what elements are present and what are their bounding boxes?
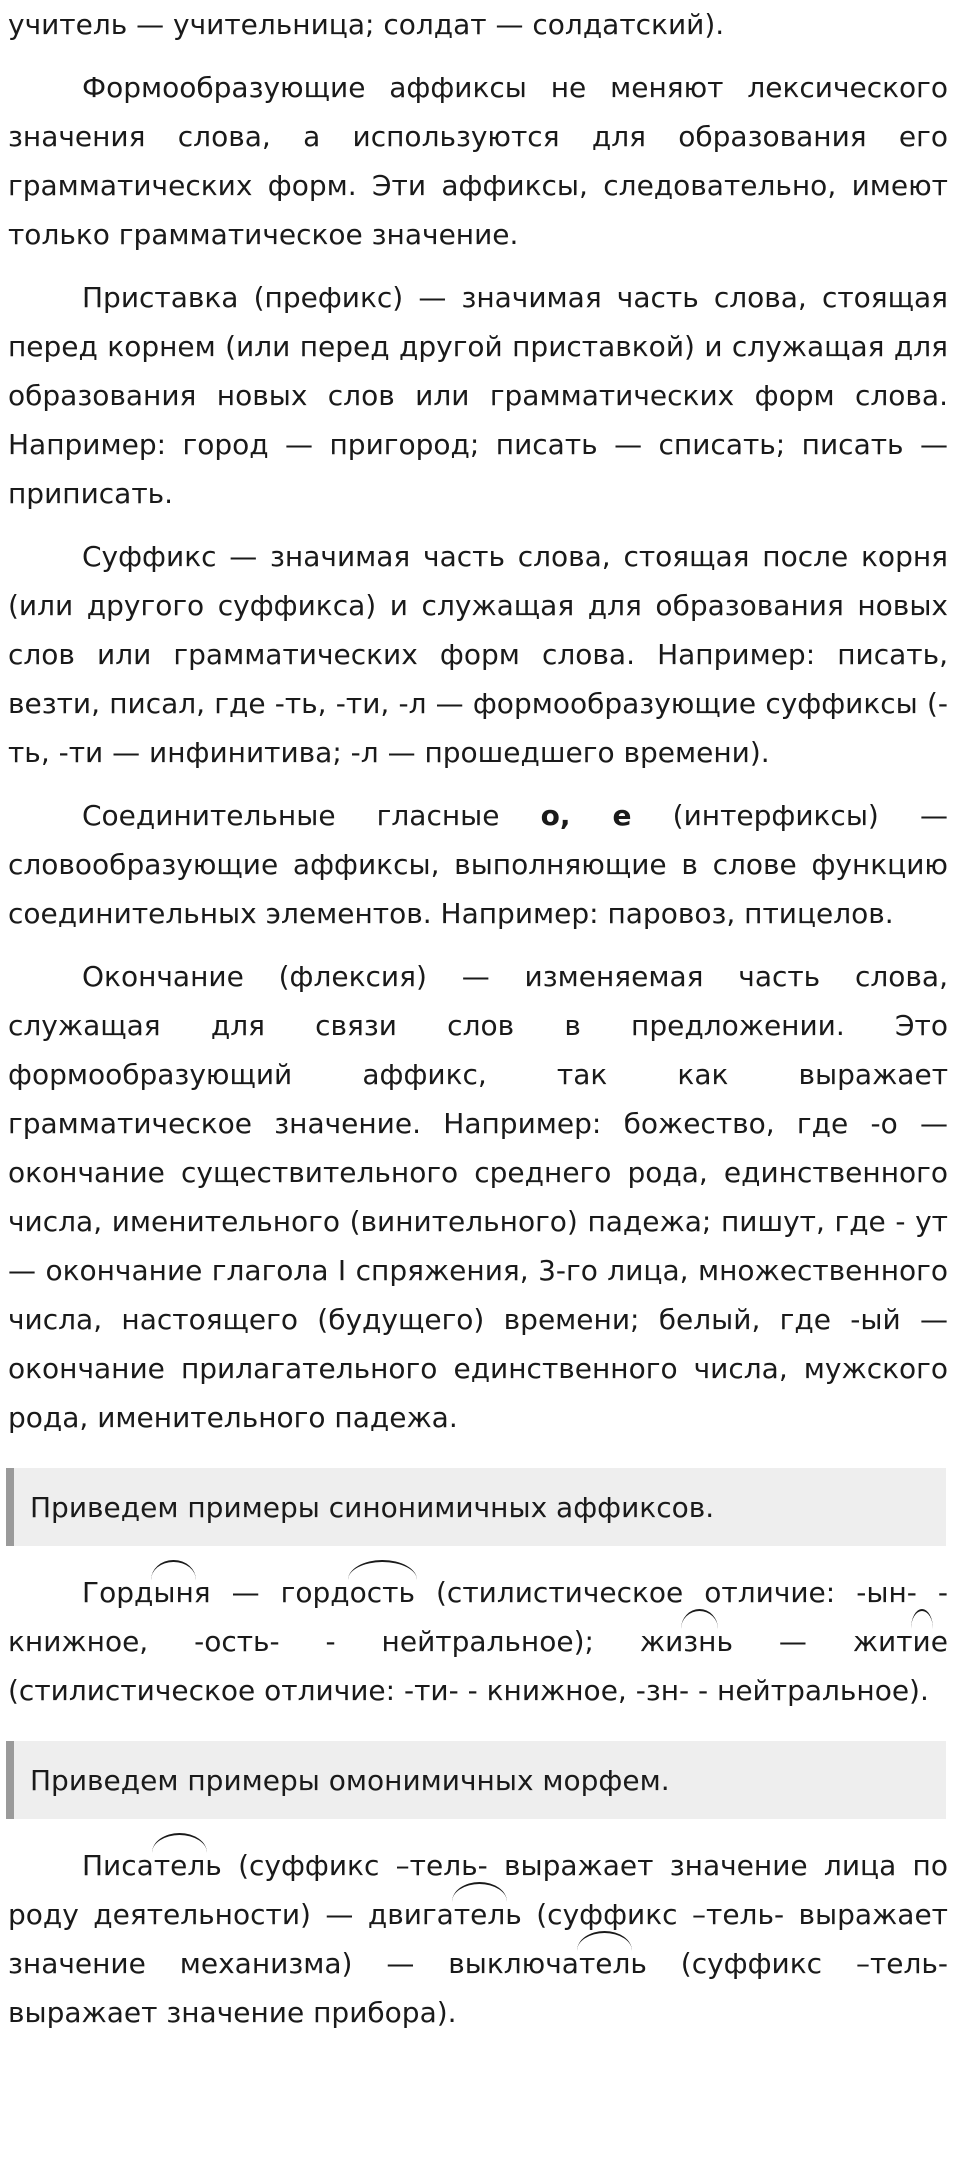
word-vyklyuchatel-root: выключа — [448, 1947, 579, 1980]
word-zhizn-ending: ь — [716, 1625, 733, 1658]
homonym-explanation-2: (суффикс –тель- выражает значение механизма) — — [8, 1898, 948, 1980]
word-pisatel-ending: ь — [205, 1849, 222, 1882]
suffix-arc-tel-1: тел — [154, 1841, 205, 1890]
paragraph-suffix: Суффикс — значимая часть слова, стоящая после корня (или другого суффикса) и служащая для образования новых слов или грамматических форм слова. Например: писать, везти, писал, где -ть, -ти, -л — формообразующие суффиксы (-ть, -ти — инфинитива; -л — прошедшего времени). — [8, 540, 948, 769]
homonym-explanation-1: (суффикс –тель- выражает значение лица по роду деятельности) — — [8, 1849, 948, 1931]
word-gordost-root: горд — [280, 1576, 350, 1609]
word-zhitie-ending: е — [930, 1625, 948, 1658]
paragraph-form-affixes: Формообразующие аффиксы не меняют лексического значения слова, а используются для образования его грамматических форм. Эти аффиксы, следовательно, имеют только грамматическое значение. — [8, 71, 948, 251]
paragraph-prefix: Приставка (префикс) — значимая часть слова, стоящая перед корнем (или перед другой приставкой) и служащая для образования новых слов или грамматических форм слова. Например: город — пригород; писать — списать; писать — приписать. — [8, 281, 948, 510]
synonym-examples — [0, 1568, 960, 1715]
homonym-explanation-3: (суффикс –тель- выражает значение прибора). — [8, 1947, 948, 2029]
word-zhizn-root: жи — [639, 1625, 684, 1658]
word-gordynya-root: Горд — [82, 1576, 154, 1609]
word-zhitie-root: жит — [852, 1625, 913, 1658]
word-dvigatel-root: двига — [367, 1898, 454, 1931]
word-vyklyuchatel-ending: ь — [630, 1947, 647, 1980]
interfix-text-before: Соединительные гласные — [82, 799, 541, 832]
separator-dash: — — [210, 1576, 281, 1609]
word-pisatel-root: Писа — [82, 1849, 154, 1882]
paragraph-continuation: учитель — учительница; солдат — солдатский). — [8, 8, 725, 41]
word-dvigatel-ending: ь — [505, 1898, 522, 1931]
word-gordynya-ending: я — [193, 1576, 211, 1609]
suffix-arc-tel-2: тел — [454, 1890, 505, 1939]
note-homonymous-morphemes — [6, 1741, 946, 1819]
suffix-arc-i: и — [913, 1617, 931, 1666]
note-synonymous-text: Приведем примеры синонимичных аффиксов. — [30, 1490, 715, 1524]
synonym-explanation-2: (стилистическое отличие: -ти- - книжное, -зн- - нейтральное). — [8, 1674, 929, 1707]
suffix-arc-zn: зн — [683, 1617, 716, 1666]
synonym-explanation-1: (стилистическое отличие: -ын- - книжное, -ость- - нейтральное); — [8, 1576, 948, 1658]
suffix-arc-tel-3: тел — [579, 1939, 630, 1988]
note-homonymous-text: Приведем примеры омонимичных морфем. — [30, 1763, 670, 1797]
suffix-arc-ost: ость — [350, 1568, 415, 1617]
interfix-text-after: (интерфиксы) — словообразующие аффиксы, выполняющие в слове функцию соединительных элементов. Например: паровоз, птицелов. — [8, 799, 948, 930]
interfix-vowels: о, е — [540, 799, 632, 832]
separator-dash: — — [733, 1625, 853, 1658]
note-synonymous-affixes — [6, 1468, 946, 1546]
paragraph-ending: Окончание (флексия) — изменяемая часть слова, служащая для связи слов в предложении. Это формообразующий аффикс, так как выражает грамматическое значение. Например: божество, где -о — окончание существительного среднего рода, единственного числа, именительного (винительного) падежа; пишут, где - ут — окончание глагола I спряжения, 3-го лица, множественного числа, настоящего (будущего) времени; белый, где -ый — окончание прилагательного единственного числа, мужского рода, именительного падежа. — [8, 960, 948, 1434]
suffix-arc-yn: ын — [153, 1568, 193, 1617]
homonym-examples — [0, 1841, 960, 2037]
paragraph-interfixes — [0, 791, 960, 938]
